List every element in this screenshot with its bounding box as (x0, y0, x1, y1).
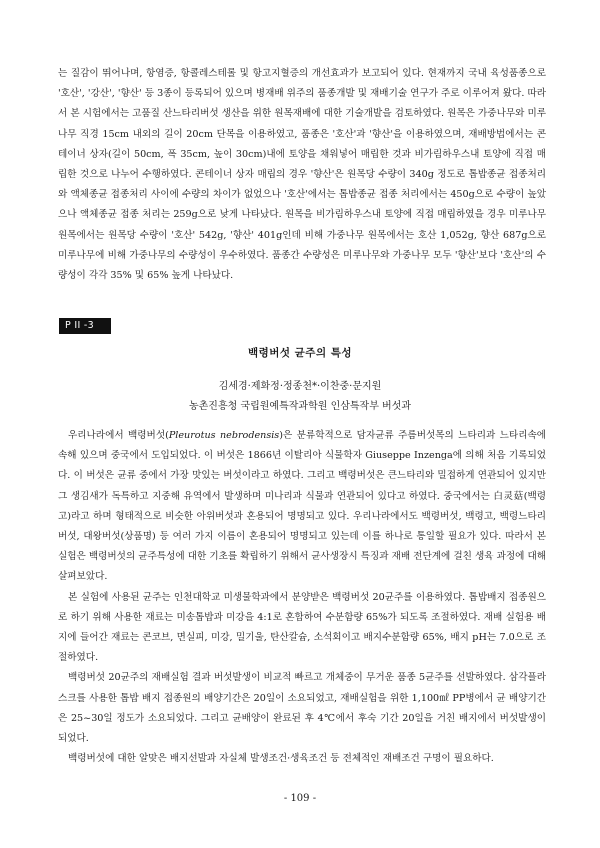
section-badge: P II -3 (59, 318, 111, 334)
article-title: 백령버섯 균주의 특성 (247, 347, 353, 359)
methods-paragraph: 본 실험에 사용된 균주는 인천대학교 미생물학과에서 분양받은 백령버섯 20균주를 이용하였다. 톱밥배지 접종원으로 하기 위해 사용한 재료는 미송톱밥과 미강을 4:1로 혼합하여 수분함량 65%가 되도록 조절하였다. 재배 실험용 배지에 들어간 재료는 콘코브, 면실피, 미강, 밀기울, 탄산칼슘, 소석회이고 배지수분함량 65%, 배지 pH는 7.0으로 조절하였다. (58, 591, 546, 664)
article-authors: 김세경·제화정·정종천*·이찬중·문지원 (218, 381, 382, 392)
intro-paragraph: 우리나라에서 백령버섯(Pleurotus nebrodensis)은 분류학적으로 담자균류 주름버섯목의 느타리과 느타리속에 속해 있으며 중국에서 도입되었다. 이 버섯은 1866년 이탈리아 식물학자 Giuseppe Inzenga에 의해 처음 기록되었다. 이 버섯은 균류 중에서 가장 맛있는 버섯이라고 하였다. 그리고 백령버섯은 큰느타리와 밀접하게 연관되어 있지만 그 생김새가 독특하고 지중해 유역에서 발생하며 미나리과 식물과 연관되어 있다고 하였다. 중국에서는 白灵菇(백령고)라고 하며 형태적으로 비슷한 아위버섯과 혼용되어 명명되고 있다. 우리나라에서도 백령버섯, 백령고, 백령느타리버섯, 대왕버섯(상품명) 등 여러 가지 이름이 혼용되어 명명되고 있는데 이를 하나로 통일할 필요가 있다. 따라서 본 실험은 백령버섯의 균주특성에 대한 기초를 확립하기 위해서 균사생장시 특징과 재배 전단계에 걸친 생육 과정에 대해 살펴보았다. (58, 430, 547, 583)
continued-paragraph: 는 질감이 뛰어나며, 항염증, 항콜레스테롤 및 항고지혈증의 개선효과가 보고되어 있다. 현재까지 국내 육성품종으로 '호산', '강산', '향산' 등 3종이 등록되어 있으며 병재배 위주의 품종개발 및 재배기술 연구가 주로 이루어져 왔다. 따라서 본 시험에서는 고품질 산느타리버섯 생산을 위한 원목재배에 대한 기술개발을 검토하였다. 원목은 가중나무와 미루나무 직경 15cm 내외의 길이 20cm 단목을 이용하였고, 품종은 '호산'과 '향산'을 이용하였으며, 재배방법에서는 콘테이너 상자(길이 50cm, 폭 35cm, 높이 30cm)내에 토양을 채워넣어 매립한 것과 비가림하우스내 토양에 직접 매립한 것으로 나누어 수행하였다. 콘테이너 상자 매립의 경우 '향산'은 원목당 수량이 340g 정도로 톱밥종균 접종처리와 액체종균 접종처리 사이에 수량의 차이가 없었으나 '호산'에서는 톱밥종균 접종 처리에서는 450g으로 수량이 높았으나 액체종균 접종 처리는 259g으로 낮게 나타났다. 원목을 비가림하우스내 토양에 직접 매립하였을 경우 미루나무 원목에서는 원목당 수량이 '호산' 542g, '향산' 401g인데 비해 가중나무 원목에서는 호산 1,052g, 향산 687g으로 미루나무에 비해 가중나무의 수량성이 우수하였다. 품종간 수량성은 미루나무와 가중나무 모두 '향산'보다 '호산'의 수량성이 각각 35% 및 65% 높게 나타났다. (58, 68, 546, 282)
results-paragraph: 백령버섯 20균주의 재배실험 결과 버섯발생이 비교적 빠르고 개체중이 무거운 품종 5균주를 선발하였다. 삼각플라스크를 사용한 톱밥 배지 접종원의 배양기간은 20일이 소요되었고, 재배실험을 위한 1,100㎖ PP병에서 균 배양기간은 25~30일 정도가 소요되었다. 그리고 균배양이 완료된 후 4℃에서 후숙 기간 20일을 거친 배지에서 버섯발생이 되었다. (58, 672, 546, 745)
species-name: Pleurotus nebrodensis (168, 430, 280, 441)
conclusion-paragraph: 백령버섯에 대한 알맞은 배지선발과 자실체 발생조건·생육조건 등 전체적인 재배조건 구명이 필요하다. (68, 753, 494, 765)
page-number: - 109 - (283, 793, 317, 804)
article-body (58, 426, 546, 769)
article-affiliation: 농촌진흥청 국립원예특작과학원 인삼특작부 버섯과 (188, 401, 412, 412)
